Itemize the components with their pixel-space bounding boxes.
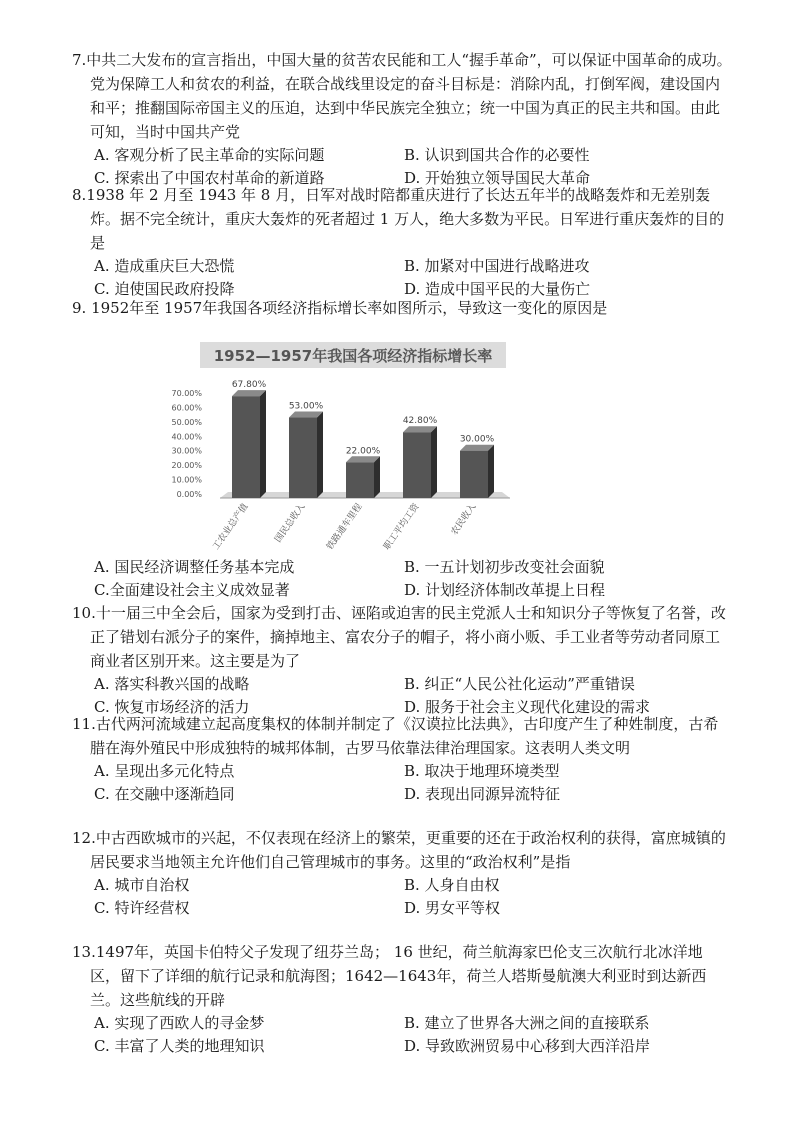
option-d[interactable]: D. 造成中国平民的大量伤亡 xyxy=(404,279,591,298)
question-10 xyxy=(72,601,732,718)
option-d[interactable]: D. 表现出同源异流特征 xyxy=(404,784,561,803)
question-stem: 12.中古西欧城市的兴起，不仅表现在经济上的繁荣，更重要的还在于政治权利的获得，富庶城镇的居民要求当地领主允许他们自己管理城市的事务。这里的“政治权利”是指 xyxy=(72,829,726,871)
x-category-label: 农民收入 xyxy=(449,501,479,538)
option-c[interactable]: C. 恢复市场经济的活力 xyxy=(94,697,250,716)
bar xyxy=(232,396,260,498)
options xyxy=(72,874,732,919)
options xyxy=(72,760,732,805)
question-stem: 7.中共二大发布的宣言指出，中国大量的贫苦农民能和工人“握手革命”，可以保证中国革命的成功。党为保障工人和贫农的利益，在联合战线里设定的奋斗目标是：消除内乱，打倒军阀，建设国内和平；推翻国际帝国主义的压迫，达到中华民族完全独立；统一中国为真正的民主共和国。由此可知，当时中国共产党 xyxy=(72,51,732,141)
y-tick-label: 30.00% xyxy=(171,446,202,456)
option-a[interactable]: A. 呈现出多元化特点 xyxy=(94,762,235,780)
question-8 xyxy=(72,183,732,300)
x-category-label: 职工平均工资 xyxy=(382,501,422,552)
question-stem: 13.1497年，英国卡伯特父子发现了纽芬兰岛； 16 世纪，荷兰航海家巴伦支三次航行北冰洋地区，留下了详细的航行记录和航海图；1642—1643年，荷兰人塔斯曼航澳大利亚时到达新西兰。这些航线的开辟 xyxy=(72,943,707,1009)
question-7 xyxy=(72,48,732,189)
option-a[interactable]: A. 城市自治权 xyxy=(94,876,190,894)
option-d[interactable]: D. 服务于社会主义现代化建设的需求 xyxy=(404,697,651,716)
bar-value-label: 67.80% xyxy=(231,380,267,391)
bar-top xyxy=(232,390,266,396)
options xyxy=(72,255,732,300)
options xyxy=(72,556,732,601)
question-9-options xyxy=(72,556,732,601)
bar-side xyxy=(260,390,266,498)
bar-side xyxy=(488,445,494,498)
y-tick-label: 50.00% xyxy=(171,417,202,427)
y-tick-label: 10.00% xyxy=(171,475,202,485)
bar-value-label: 42.80% xyxy=(402,416,438,427)
option-b[interactable]: B. 一五计划初步改变社会面貌 xyxy=(404,558,605,576)
question-stem: 10.十一届三中全会后，国家为受到打击、诬陷或迫害的民主党派人士和知识分子等恢复了名誉，改正了错划右派分子的案件，摘掉地主、富农分子的帽子，将小商小贩、手工业者等劳动者同原工商业者区别开来。这主要是为了 xyxy=(72,604,726,670)
chart-title: 1952—1957年我国各项经济指标增长率 xyxy=(213,347,493,365)
option-d[interactable]: D. 计划经济体制改革提上日程 xyxy=(404,580,606,599)
bar-top xyxy=(346,456,380,462)
option-d[interactable]: D. 开始独立领导国民大革命 xyxy=(404,168,591,187)
option-c[interactable]: C. 探索出了中国农村革命的新道路 xyxy=(94,168,325,187)
option-a[interactable]: A. 实现了西欧人的寻金梦 xyxy=(94,1014,265,1032)
option-a[interactable]: A. 国民经济调整任务基本完成 xyxy=(94,558,295,576)
bar xyxy=(403,432,431,498)
option-a[interactable]: A. 客观分析了民主革命的实际问题 xyxy=(94,146,325,164)
option-b[interactable]: B. 人身自由权 xyxy=(404,876,500,894)
question-stem: 9. 1952年至 1957年我国各项经济指标增长率如图所示，导致这一变化的原因是 xyxy=(72,299,608,317)
y-tick-label: 0.00% xyxy=(176,490,202,499)
bar-side xyxy=(431,426,437,498)
bar-side xyxy=(374,456,380,498)
bar-value-label: 30.00% xyxy=(459,434,495,445)
y-tick-label: 40.00% xyxy=(171,432,202,442)
option-b[interactable]: B. 纠正“人民公社化运动”严重错误 xyxy=(404,675,635,693)
option-c[interactable]: C. 在交融中逐渐趋同 xyxy=(94,784,235,803)
options xyxy=(72,1012,732,1057)
question-13 xyxy=(72,940,732,1057)
option-c[interactable]: C. 迫使国民政府投降 xyxy=(94,279,235,298)
x-category-label: 工农业总产值 xyxy=(211,501,251,552)
option-d[interactable]: D. 导致欧洲贸易中心移到大西洋沿岸 xyxy=(404,1036,651,1055)
option-b[interactable]: B. 认识到国共合作的必要性 xyxy=(404,146,590,164)
question-stem: 11.古代两河流域建立起高度集权的体制并制定了《汉谟拉比法典》，古印度产生了种姓制度，古希腊在海外殖民中形成独特的城邦体制，古罗马依靠法律治理国家。这表明人类文明 xyxy=(72,715,719,757)
question-12 xyxy=(72,826,732,919)
option-b[interactable]: B. 加紧对中国进行战略进攻 xyxy=(404,257,590,275)
question-11 xyxy=(72,712,732,805)
y-tick-label: 60.00% xyxy=(171,403,202,413)
option-a[interactable]: A. 造成重庆巨大恐慌 xyxy=(94,257,235,275)
bar xyxy=(346,462,374,498)
growth-chart xyxy=(171,338,520,560)
option-c[interactable]: C. 特许经营权 xyxy=(94,898,190,917)
bar-value-label: 22.00% xyxy=(345,446,381,457)
bar-top xyxy=(289,412,323,418)
bar-chart xyxy=(171,338,520,560)
y-tick-label: 70.00% xyxy=(171,389,202,398)
option-b[interactable]: B. 建立了世界各大洲之间的直接联系 xyxy=(404,1014,650,1032)
bar xyxy=(460,451,488,498)
x-category-label: 国民总收入 xyxy=(273,501,308,545)
option-c[interactable]: C. 丰富了人类的地理知识 xyxy=(94,1036,265,1055)
y-tick-label: 20.00% xyxy=(171,461,202,471)
question-9 xyxy=(72,296,732,320)
question-stem: 8.1938 年 2 月至 1943 年 8 月，日军对战时陪都重庆进行了长达五年半的战略轰炸和无差别轰炸。据不完全统计，重庆大轰炸的死者超过 1 万人，绝大多数为平民。日军进行重庆轰炸的目的是 xyxy=(72,186,725,252)
option-b[interactable]: B. 取决于地理环境类型 xyxy=(404,762,560,780)
bar-side xyxy=(317,412,323,498)
option-a[interactable]: A. 落实科教兴国的战略 xyxy=(94,675,250,693)
option-c[interactable]: C.全面建设社会主义成效显著 xyxy=(94,580,290,599)
x-category-label: 铁路通车里程 xyxy=(325,501,365,552)
option-d[interactable]: D. 男女平等权 xyxy=(404,898,501,917)
bar-value-label: 53.00% xyxy=(288,401,324,412)
bar xyxy=(289,418,317,498)
